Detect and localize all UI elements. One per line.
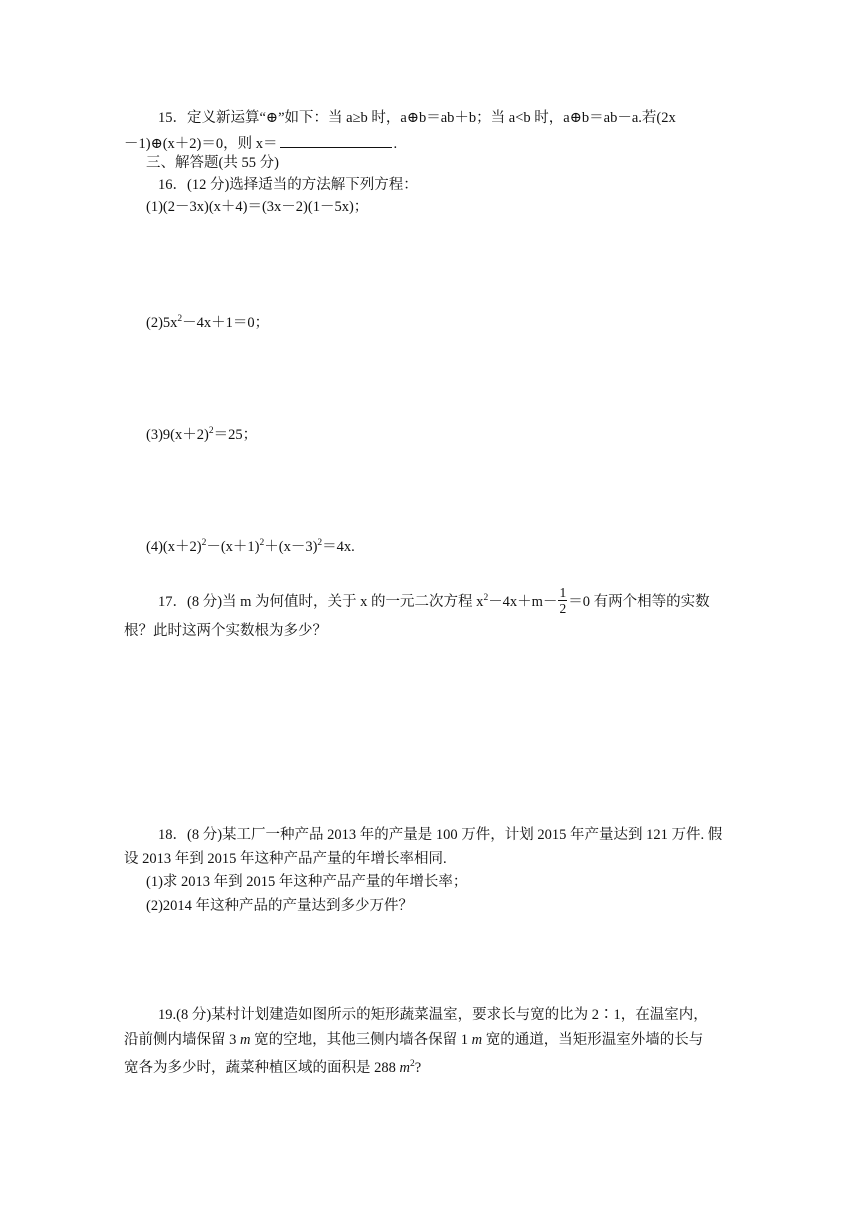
q17-line1: [158, 587, 710, 618]
q16-part4-exp1: 2: [201, 538, 207, 548]
q15-line2: [124, 133, 397, 154]
q19-line2-a: 沿前侧内墙保留 3: [124, 1032, 240, 1048]
q16-part3-a: (3)9(x＋2): [146, 426, 209, 443]
q18-line1: 18．(8 分)某工厂一种产品 2013 年的产量是 100 万件，计划 2015 年产量达到 121 万件. 假: [158, 827, 723, 843]
q16-part4-c: ＋(x－3): [264, 538, 318, 555]
q16-part4-b: －(x＋1): [206, 538, 260, 555]
q17-exp: 2: [483, 593, 489, 603]
q17-line2: 根？此时这两个实数根为多少？: [124, 623, 327, 639]
q16-part4-d: ＝4x.: [322, 538, 355, 555]
q19-line3-a: 宽各为多少时，蔬菜种植区域的面积是 288: [124, 1059, 400, 1076]
q17-line1-a: 17．(8 分)当 m 为何值时，关于 x 的一元二次方程 x: [158, 593, 484, 610]
q16-part4-a: (4)(x＋2): [146, 538, 202, 555]
q19-line2-c: 宽的通道，当矩形温室外墙的长与: [482, 1032, 704, 1048]
q16-part4-exp3: 2: [317, 538, 323, 548]
q18-sub2: (2)2014 年这种产品的产量达到多少万件？: [146, 898, 414, 914]
q17-frac-denominator: 2: [559, 601, 567, 616]
q19-line2-b: 宽的空地，其他三侧内墙各保留 1: [250, 1032, 472, 1048]
q19-unit-m3: m: [399, 1059, 410, 1076]
q17-line1-b: －4x＋m－: [488, 593, 558, 610]
q17-fraction: [558, 585, 567, 616]
q16-intro: 16．(12 分)选择适当的方法解下列方程：: [158, 177, 418, 193]
q19-unit-m1: m: [240, 1032, 251, 1048]
q16-part3: [146, 421, 257, 445]
q19-exp: 2: [409, 1059, 415, 1069]
q19-line1: 19.(8 分)某村计划建造如图所示的矩形蔬菜温室，要求长与宽的比为 2∶1，在温室内，: [158, 1007, 708, 1023]
q16-part2-a: (2)5x: [146, 314, 178, 331]
q15-line2-end: .: [393, 136, 398, 152]
q19-line3: [124, 1054, 421, 1078]
q16-part2-b: －4x＋1＝0；: [182, 314, 270, 331]
q16-part4-exp2: 2: [259, 538, 265, 548]
q16-part2: [146, 309, 269, 333]
q19-line2: [124, 1030, 703, 1050]
q16-part3-b: ＝25；: [213, 426, 258, 443]
section-heading: 三、解答题(共 55 分): [146, 155, 279, 171]
q19-unit-m2: m: [471, 1032, 483, 1048]
q15-line2-text: －1)⊕(x＋2)＝0，则 x＝: [124, 136, 278, 152]
q16-part4: [146, 533, 355, 557]
q15-line1: 15．定义新运算“⊕”如下：当 a≥b 时，a⊕b＝ab＋b；当 a<b 时，a⊕b＝ab－a.若(2x: [158, 110, 676, 126]
q17-frac-numerator: 1: [559, 585, 567, 600]
q16-part1: (1)(2－3x)(x＋4)＝(3x－2)(1－5x)；: [146, 199, 369, 215]
q19-line3-b: ?: [414, 1059, 422, 1076]
q17-line1-c: ＝0 有两个相等的实数: [568, 593, 710, 610]
q16-part2-exp: 2: [177, 314, 183, 324]
q18-sub1: (1)求 2013 年到 2015 年这种产品产量的年增长率；: [146, 874, 468, 890]
q16-part3-exp: 2: [208, 426, 214, 436]
q18-line2: 设 2013 年到 2015 年这种产品产量的年增长率相同.: [124, 851, 447, 867]
q15-answer-blank[interactable]: [280, 133, 392, 148]
